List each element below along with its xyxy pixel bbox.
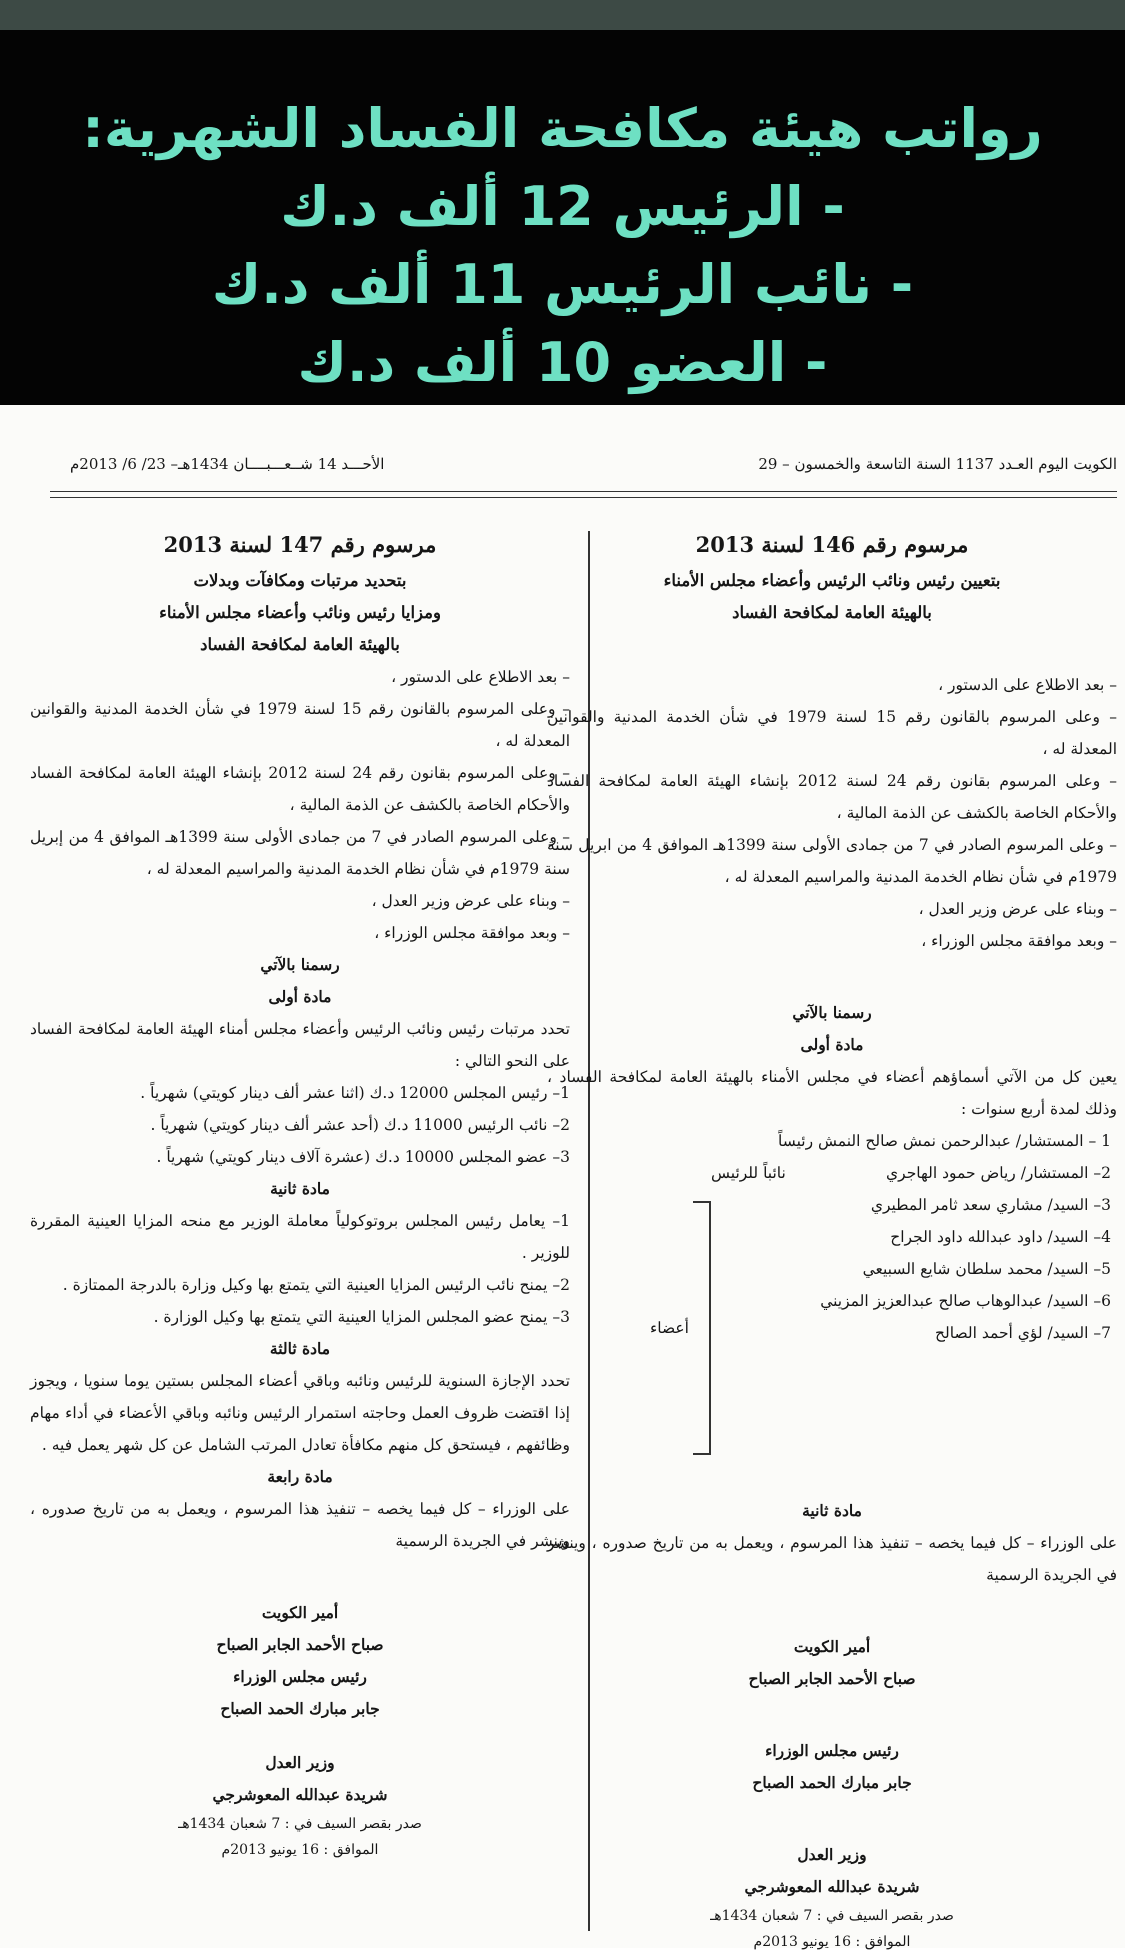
preamble-item: – وبناء على عرض وزير العدل ، [371, 892, 570, 910]
member-item: 3– السيد/ مشاري سعد ثامر المطيري [870, 1196, 1111, 1214]
members-list [547, 1125, 1117, 1455]
signatory-title: وزير العدل [265, 1753, 335, 1772]
banner-president-salary: - الرئيس 12 ألف د.ك [280, 175, 845, 238]
decree-147-subtitle-3: بالهيئة العامة لمكافحة الفساد [200, 635, 400, 654]
decree-146-title: مرسوم رقم 146 لسنة 2013 [695, 532, 969, 557]
preamble-item: – وعلى المرسوم الصادر في 7 من جمادى الأولى سنة 1399هـ الموافق 4 من إبريل سنة 1979م في شأن نظام الخدمة المدنية والمراسيم المعدلة له ، [30, 828, 570, 878]
member-item: 4– السيد/ داود عبدالله داود الجراح [890, 1228, 1111, 1246]
signatory-name: صباح الأحمد الجابر الصباح [216, 1635, 384, 1654]
article-text: على الوزراء – كل فيما يخصه – تنفيذ هذا المرسوم ، ويعمل به من تاريخ صدوره ، وينشر في الجريدة الرسمية [547, 1534, 1117, 1584]
article-heading: مادة ثالثة [269, 1339, 331, 1358]
member-item: 7– السيد/ لؤي أحمد الصالح [935, 1324, 1111, 1342]
signatory-title: رئيس مجلس الوزراء [765, 1741, 899, 1760]
decree-147-subtitle-2: ومزايا رئيس ونائب وأعضاء مجلس الأمناء [159, 603, 441, 622]
preamble-item: – وعلى المرسوم الصادر في 7 من جمادى الأولى سنة 1399هـ الموافق 4 من ابريل سنة 1979م في شأن نظام الخدمة المدنية والمراسيم المعدلة له ، [547, 836, 1117, 886]
decree-147-subtitle: بتحديد مرتبات ومكافآت وبدلات [193, 571, 407, 590]
signatory-name: جابر مبارك الحمد الصباح [752, 1773, 912, 1792]
decree-147-column [30, 525, 570, 1863]
signatory-title: أمير الكويت [793, 1637, 871, 1656]
members-label: أعضاء [649, 1319, 689, 1337]
article-text: على الوزراء – كل فيما يخصه – تنفيذ هذا المرسوم ، ويعمل به من تاريخ صدوره ، وينشر في الجريدة الرسمية [30, 1500, 570, 1550]
banner-title: رواتب هيئة مكافحة الفساد الشهرية: [82, 97, 1043, 160]
signatory-name: جابر مبارك الحمد الصباح [220, 1699, 380, 1718]
gazette-header-right: الكويت اليوم العـدد 1137 السنة التاسعة والخمسون – 29 [758, 455, 1117, 473]
article-text: يعين كل من الآتي أسماؤهم أعضاء في مجلس الأمناء بالهيئة العامة لمكافحة الفساد ، وذلك لمدة أربع سنوات : [547, 1068, 1117, 1118]
decree-146-subtitle: بتعيين رئيس ونائب الرئيس وأعضاء مجلس الأمناء [663, 571, 1001, 590]
gazette-page [0, 405, 1125, 1948]
article-text: 1– يعامل رئيس المجلس بروتوكولياً معاملة الوزير مع منحه المزايا العينية المقررة للوزير . [30, 1212, 570, 1262]
header-rule-thin [50, 497, 1117, 498]
article-heading: مادة رابعة [267, 1467, 333, 1486]
salary-item: 3– عضو المجلس 10000 د.ك (عشرة آلاف دينار كويتي) شهرياً . [156, 1148, 570, 1166]
member-item: 5– السيد/ محمد سلطان شايع السبيعي [862, 1260, 1111, 1278]
signatory-name: شريدة عبدالله المعوشرجي [212, 1785, 388, 1804]
preamble-item: – وعلى المرسوم بالقانون رقم 15 لسنة 1979 في شأن الخدمة المدنية والقوانين المعدلة له ، [547, 708, 1117, 758]
decree-146-column [547, 525, 1117, 1955]
issue-date: صدر بقصر السيف في : 7 شعبان 1434هـ [710, 1908, 954, 1924]
preamble-item: – وعلى المرسوم بالقانون رقم 15 لسنة 1979 في شأن الخدمة المدنية والقوانين المعدلة له ، [30, 700, 570, 750]
member-item: 2– المستشار/ رياض حمود الهاجري [886, 1164, 1111, 1182]
member-item: 6– السيد/ عبدالوهاب صالح عبدالعزيز المزيني [820, 1292, 1111, 1310]
decreed-heading: رسمنا بالآتي [792, 1003, 872, 1022]
salary-item: 1– رئيس المجلس 12000 د.ك (اثنا عشر ألف دينار كويتي) شهرياً . [140, 1084, 570, 1102]
preamble-item: – وبعد موافقة مجلس الوزراء ، [374, 924, 570, 942]
members-bracket [693, 1201, 711, 1455]
signatory-name: صباح الأحمد الجابر الصباح [748, 1669, 916, 1688]
salary-item: 2– نائب الرئيس 11000 د.ك (أحد عشر ألف دينار كويتي) شهرياً . [150, 1116, 570, 1134]
corresponding-date: الموافق : 16 يونيو 2013م [753, 1934, 911, 1950]
preamble-item: – وعلى المرسوم بقانون رقم 24 لسنة 2012 بإنشاء الهيئة العامة لمكافحة الفساد والأحكام الخاصة بالكشف عن الذمة المالية ، [30, 764, 570, 814]
gazette-header-left: الأحـــد 14 شــعـــبــــان 1434هـ– 23/ 6/ 2013م [70, 455, 385, 473]
decree-147-title: مرسوم رقم 147 لسنة 2013 [163, 532, 437, 557]
preamble-item: – وبعد موافقة مجلس الوزراء ، [921, 932, 1117, 950]
article-heading: مادة ثانية [802, 1501, 862, 1520]
decree-146-subtitle-2: بالهيئة العامة لمكافحة الفساد [732, 603, 932, 622]
article-text: تحدد مرتبات رئيس ونائب الرئيس وأعضاء مجلس أمناء الهيئة العامة لمكافحة الفساد على النحو التالي : [30, 1020, 570, 1070]
signatory-title: رئيس مجلس الوزراء [233, 1667, 367, 1686]
vice-label: نائباً للرئيس [711, 1164, 786, 1182]
article-heading: مادة أولى [268, 987, 332, 1006]
preamble-item: – وعلى المرسوم بقانون رقم 24 لسنة 2012 بإنشاء الهيئة العامة لمكافحة الفساد والأحكام الخاصة بالكشف عن الذمة المالية ، [547, 772, 1117, 822]
decreed-heading: رسمنا بالآتي [260, 955, 340, 974]
signatory-title: أمير الكويت [261, 1603, 339, 1622]
article-text: 2– يمنح نائب الرئيس المزايا العينية التي يتمتع بها وكيل وزارة بالدرجة الممتازة . [62, 1276, 570, 1294]
preamble-item: – وبناء على عرض وزير العدل ، [918, 900, 1117, 918]
signatory-title: وزير العدل [797, 1845, 867, 1864]
preamble-item: – بعد الاطلاع على الدستور ، [938, 676, 1117, 694]
article-text: تحدد الإجازة السنوية للرئيس ونائبه وباقي أعضاء المجلس بستين يوما سنويا ، ويجوز إذا اقتضت ظروف العمل وحاجته استمرار الرئيس ونائبه وباقي الأعضاء في أداء مهام وظائفهم ، فيستحق كل منهم مكافأة تعادل المرتب الشامل عن كل شهر يعمل فيه . [30, 1372, 570, 1454]
signatory-name: شريدة عبدالله المعوشرجي [744, 1877, 920, 1896]
article-heading: مادة ثانية [270, 1179, 330, 1198]
headline-banner [0, 30, 1125, 405]
member-item: 1 – المستشار/ عبدالرحمن نمش صالح النمش رئيساً [778, 1132, 1111, 1150]
corresponding-date: الموافق : 16 يونيو 2013م [221, 1842, 379, 1858]
header-rule [50, 491, 1117, 492]
article-text: 3– يمنح عضو المجلس المزايا العينية التي يتمتع بها وكيل الوزارة . [153, 1308, 570, 1326]
preamble-item: – بعد الاطلاع على الدستور ، [391, 668, 570, 686]
banner-member-salary: - العضو 10 ألف د.ك [297, 331, 828, 394]
status-bar [0, 0, 1125, 30]
article-heading: مادة أولى [800, 1035, 864, 1054]
banner-vice-salary: - نائب الرئيس 11 ألف د.ك [211, 253, 914, 316]
issue-date: صدر بقصر السيف في : 7 شعبان 1434هـ [178, 1816, 422, 1832]
